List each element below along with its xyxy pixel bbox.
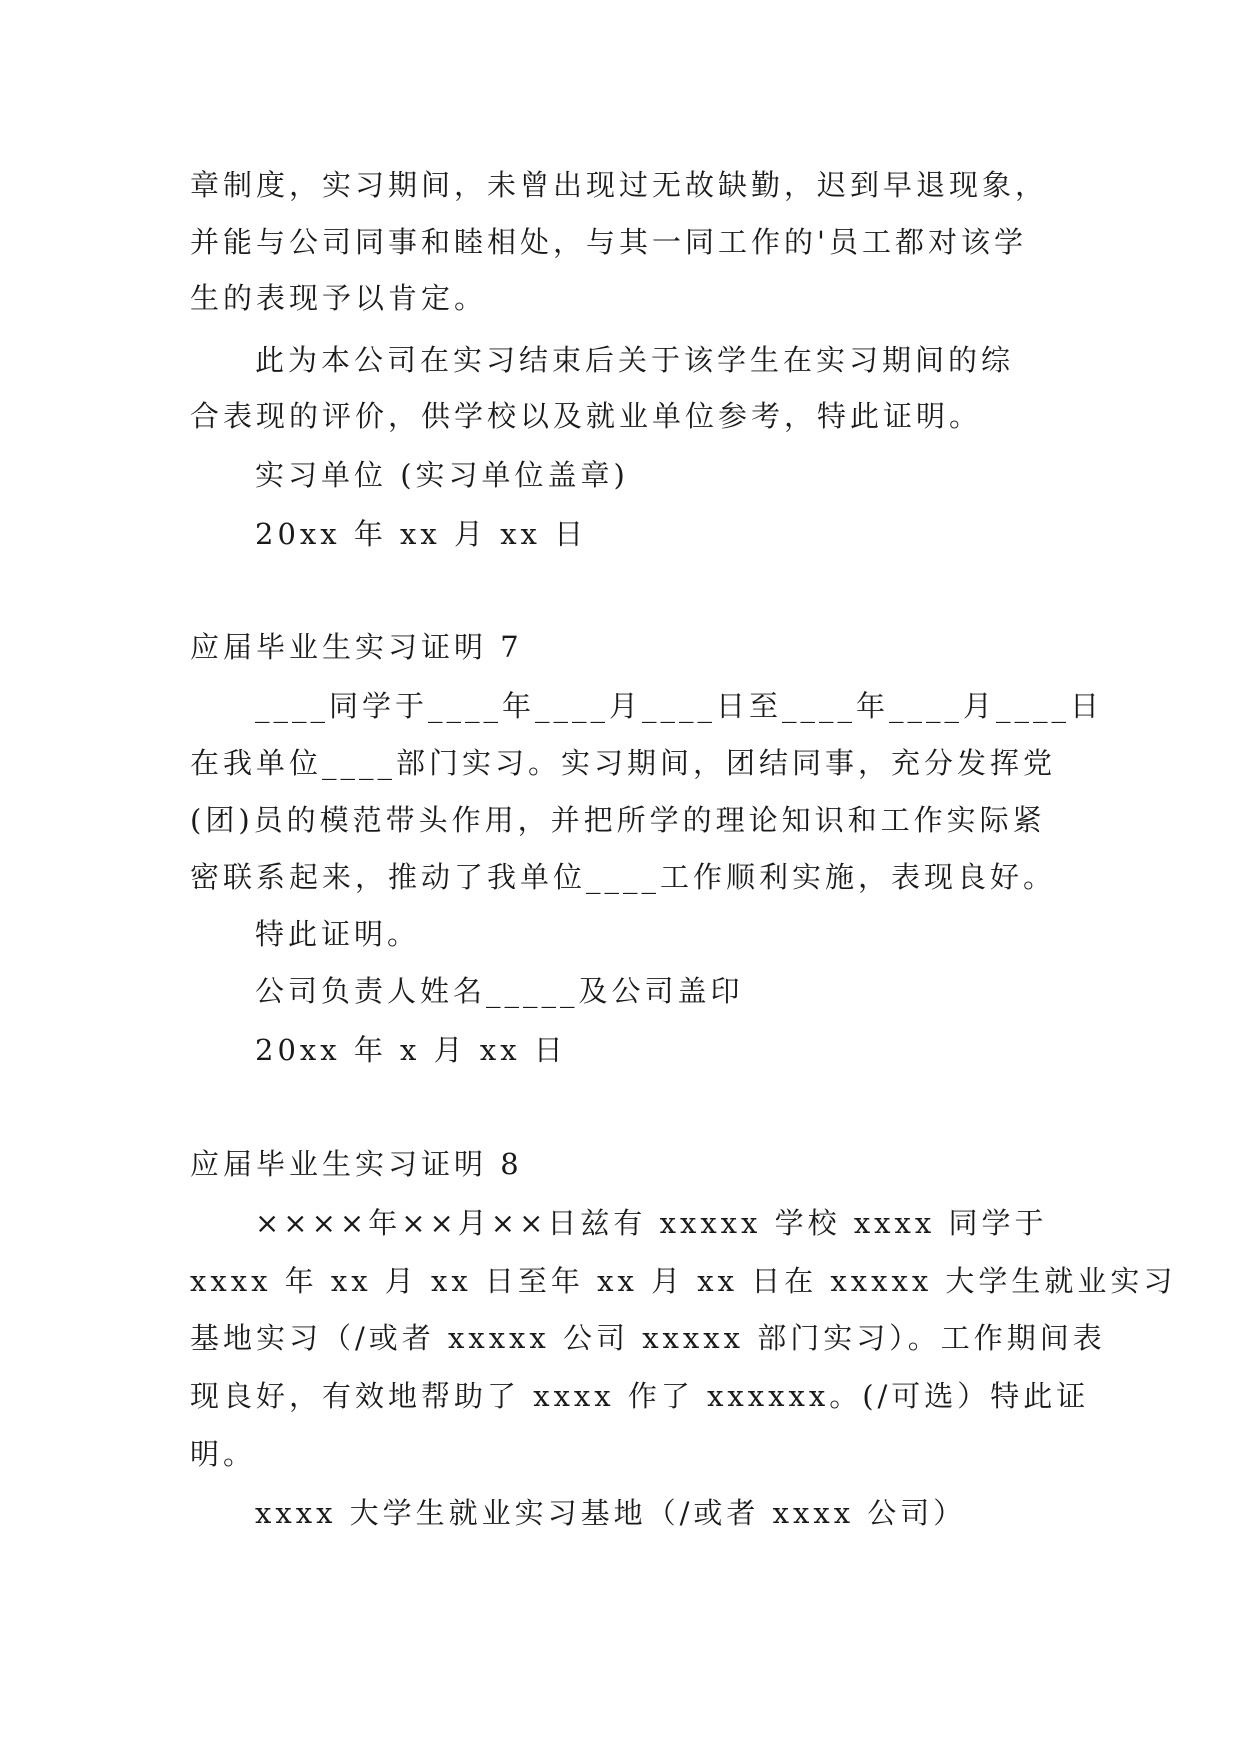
- signature-line: 实习单位 (实习单位盖章): [255, 458, 629, 492]
- paragraph-line: 基地实习（/或者 xxxxx 公司 xxxxx 部门实习）。工作期间表: [190, 1321, 1106, 1355]
- paragraph-line: 章制度，实习期间，未曾出现过无故缺勤，迟到早退现象，: [190, 168, 1049, 202]
- paragraph-line: (团)员的模范带头作用，并把所学的理论知识和工作实际紧: [190, 803, 1046, 837]
- date-line: 20xx 年 x 月 xx 日: [255, 1033, 567, 1067]
- paragraph-line: 生的表现予以肯定。: [190, 281, 488, 315]
- paragraph-line: 在我单位____部门实习。实习期间，团结同事，充分发挥党: [190, 746, 1057, 780]
- paragraph-line: ××××年××月××日兹有 xxxxx 学校 xxxx 同学于: [255, 1206, 1048, 1240]
- paragraph-line: 现良好，有效地帮助了 xxxx 作了 xxxxxx。(/可选）特此证: [190, 1379, 1090, 1413]
- closing-line: 特此证明。: [255, 917, 421, 951]
- paragraph-line: ____同学于____年____月____日至____年____月____日: [255, 689, 1104, 723]
- paragraph-line: xxxx 年 xx 月 xx 日至年 xx 月 xx 日在 xxxxx 大学生就业实习: [190, 1264, 1177, 1298]
- signature-line: xxxx 大学生就业实习基地（/或者 xxxx 公司）: [255, 1496, 967, 1530]
- signature-line: 公司负责人姓名_____及公司盖印: [255, 974, 744, 1008]
- paragraph-line: 并能与公司同事和睦相处，与其一同工作的'员工都对该学: [190, 225, 1027, 259]
- date-line: 20xx 年 xx 月 xx 日: [255, 517, 588, 551]
- paragraph-line: 明。: [190, 1437, 257, 1471]
- section-heading: 应届毕业生实习证明 8: [190, 1147, 523, 1181]
- paragraph-line: 密联系起来，推动了我单位____工作顺利实施，表现良好。: [190, 860, 1057, 894]
- paragraph-line: 此为本公司在实习结束后关于该学生在实习期间的综: [255, 343, 1015, 377]
- section-heading: 应届毕业生实习证明 7: [190, 630, 523, 664]
- paragraph-line: 合表现的评价，供学校以及就业单位参考，特此证明。: [190, 399, 983, 433]
